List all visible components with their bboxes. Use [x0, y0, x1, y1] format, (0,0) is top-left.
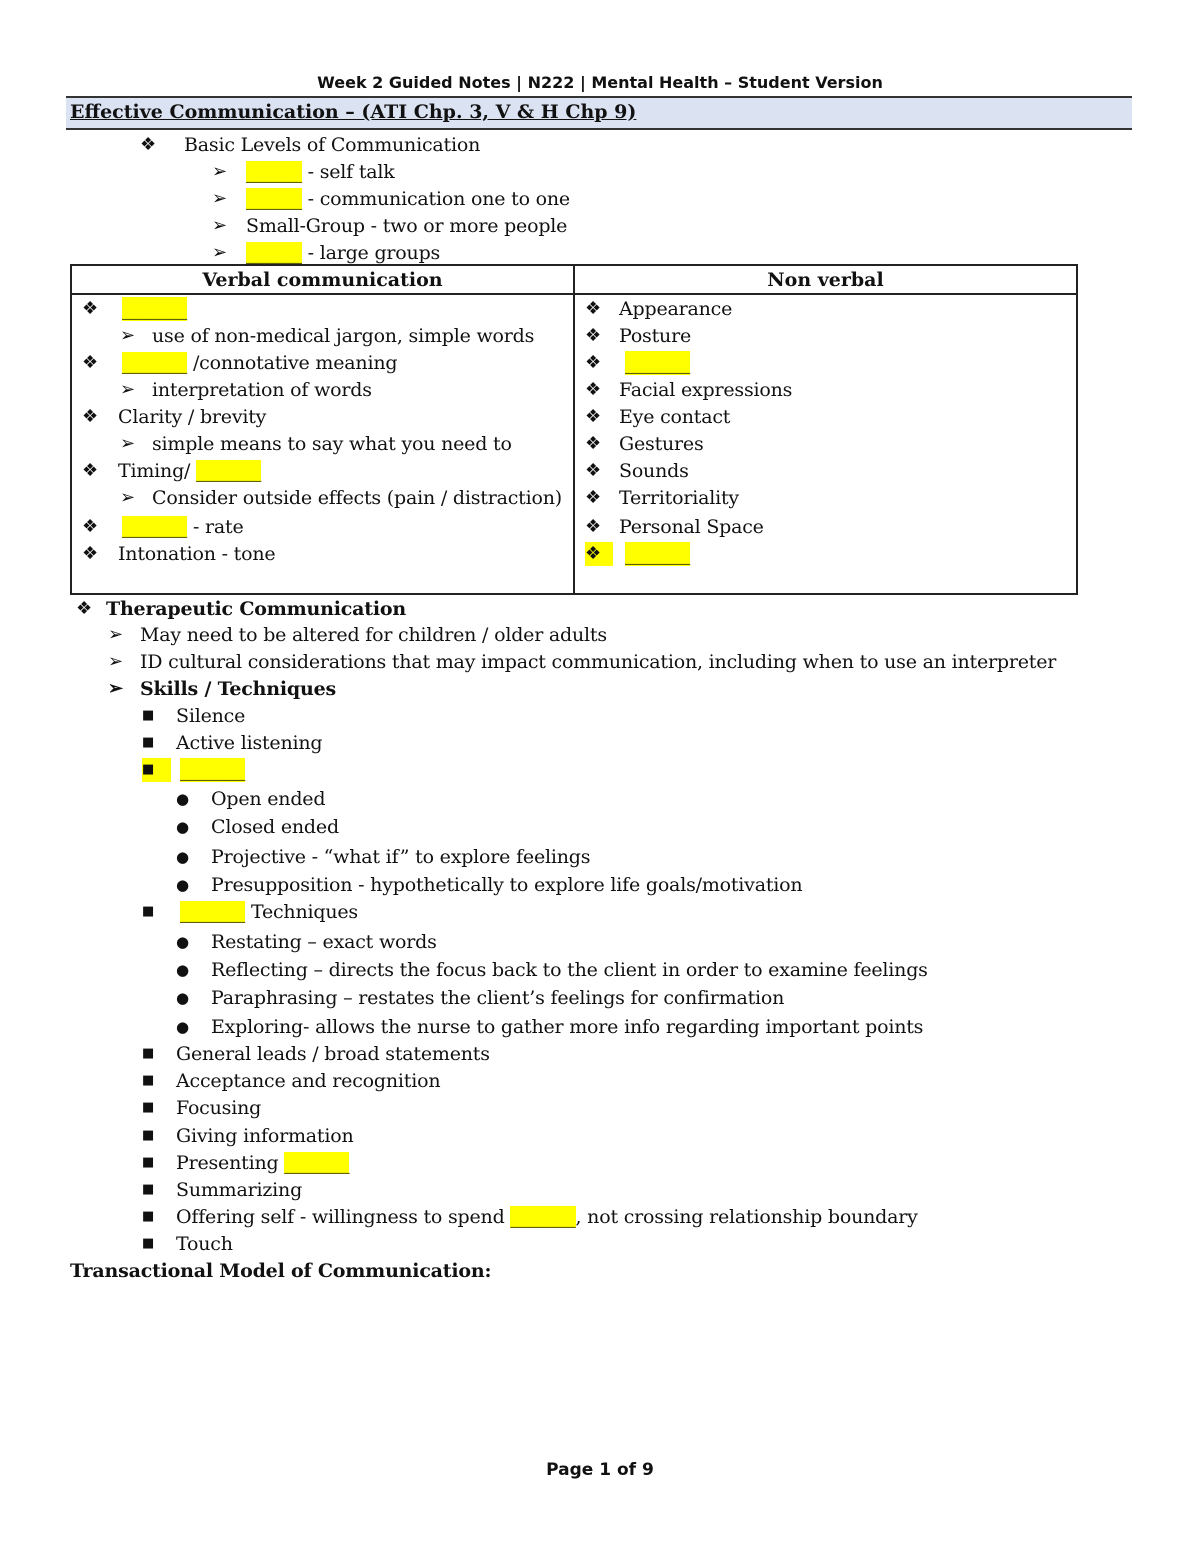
therapeutic-heading: Therapeutic Communication: [106, 598, 406, 620]
square-bullet-icon: ■: [142, 1209, 155, 1224]
arrow-bullet-icon: ➢: [120, 325, 136, 346]
diamond-bullet-icon: ❖: [82, 298, 99, 319]
skill-focusing: Focusing: [176, 1097, 262, 1119]
round-bullet-icon: ●: [176, 876, 190, 894]
verbal-item-clarity: Clarity / brevity: [118, 406, 267, 428]
square-bullet-icon: ■: [142, 1236, 155, 1251]
diamond-bullet-icon: ❖: [585, 325, 602, 346]
skill-techniques: _______ Techniques: [180, 901, 358, 923]
nonverbal-posture: Posture: [619, 325, 692, 347]
round-bullet-icon: ●: [176, 989, 190, 1007]
square-bullet-icon: ■: [142, 708, 155, 723]
arrow-bullet-icon: ➢: [120, 379, 136, 400]
level-item-public: ______ - large groups: [246, 242, 441, 264]
levels-heading: Basic Levels of Communication: [184, 134, 481, 156]
level-item-intrapersonal: ______ - self talk: [246, 161, 395, 183]
square-bullet-icon: ■: [142, 1073, 155, 1088]
question-presupposition: Presupposition - hypothetically to explore life goals/motivation: [211, 874, 803, 896]
diamond-bullet-icon: ❖: [82, 406, 99, 427]
square-bullet-icon: ■: [142, 1100, 155, 1115]
square-bullet-icon: ■: [142, 1046, 155, 1061]
nonverbal-facial: Facial expressions: [619, 379, 793, 401]
therapeutic-point-age: May need to be altered for children / older adults: [140, 624, 607, 646]
blank-field: _______: [510, 1206, 576, 1228]
skill-general-leads: General leads / broad statements: [176, 1043, 490, 1065]
square-bullet-icon: ■: [142, 1128, 155, 1143]
verbal-item-rate: _______ - rate: [122, 516, 244, 538]
technique-exploring: Exploring- allows the nurse to gather more info regarding important points: [211, 1016, 924, 1038]
round-bullet-icon: ●: [176, 790, 190, 808]
nonverbal-gestures: Gestures: [619, 433, 704, 455]
transactional-heading: Transactional Model of Communication:: [70, 1260, 492, 1282]
communication-table: [70, 264, 1078, 595]
blank-field: _______: [122, 352, 188, 374]
diamond-bullet-icon: ❖: [82, 352, 99, 373]
section-title: Effective Communication – (ATI Chp. 3, V & H Chp 9): [70, 101, 637, 123]
diamond-bullet-icon: ❖: [585, 406, 602, 427]
verbal-header: Verbal communication: [71, 265, 574, 294]
blank-field: _______: [122, 516, 188, 538]
blank-field: _______: [180, 759, 246, 781]
question-closed-ended: Closed ended: [211, 816, 339, 838]
therapeutic-point-cultural: ID cultural considerations that may impact communication, including when to use an interpreter: [140, 651, 1057, 673]
arrow-bullet-icon: ➢: [212, 188, 228, 209]
nonverbal-space: Personal Space: [619, 516, 764, 538]
verbal-sub-jargon: use of non-medical jargon, simple words: [152, 325, 535, 347]
square-bullet-icon: ■: [142, 735, 155, 750]
square-bullet-icon: ■: [142, 1182, 155, 1197]
diamond-bullet-icon: ❖: [585, 487, 602, 508]
skill-acceptance: Acceptance and recognition: [176, 1070, 441, 1092]
page-number: Page 1 of 9: [546, 1460, 654, 1480]
nonverbal-eye: Eye contact: [619, 406, 731, 428]
skill-presenting: Presenting _______: [176, 1152, 350, 1174]
technique-reflecting: Reflecting – directs the focus back to the client in order to examine feelings: [211, 959, 928, 981]
diamond-bullet-icon: ❖: [585, 298, 602, 319]
verbal-cell: [72, 295, 573, 593]
blank-field: _______: [180, 901, 246, 923]
skill-offering-self: Offering self - willingness to spend _______, not crossing relationship boundary: [176, 1206, 918, 1228]
square-bullet-icon: ■: [142, 758, 171, 782]
diamond-bullet-icon: ❖: [585, 433, 602, 454]
technique-restating: Restating – exact words: [211, 931, 437, 953]
skills-heading: Skills / Techniques: [140, 678, 336, 700]
diamond-bullet-icon: ❖: [585, 379, 602, 400]
nonverbal-territoriality: Territoriality: [619, 487, 739, 509]
skill-active-listening: Active listening: [176, 732, 323, 754]
blank-field: ______: [246, 161, 302, 183]
diamond-bullet-icon: ❖: [76, 598, 93, 619]
arrow-bullet-icon: ➢: [212, 215, 228, 236]
diamond-bullet-icon: ❖: [140, 134, 157, 155]
diamond-bullet-icon: ❖: [585, 352, 602, 373]
arrow-bullet-icon: ➢: [120, 433, 136, 454]
nonverbal-appearance: Appearance: [619, 298, 733, 320]
nonverbal-sounds: Sounds: [619, 460, 689, 482]
nonverbal-header: Non verbal: [574, 265, 1077, 294]
verbal-item-intonation: Intonation - tone: [118, 543, 276, 565]
round-bullet-icon: ●: [176, 1018, 190, 1036]
nonverbal-cell: [575, 295, 1076, 593]
round-bullet-icon: ●: [176, 818, 190, 836]
arrow-bullet-icon: ➢: [108, 624, 124, 645]
blank-field: _______: [122, 298, 188, 320]
diamond-bullet-icon: ❖: [585, 460, 602, 481]
technique-paraphrasing: Paraphrasing – restates the client’s feelings for confirmation: [211, 987, 785, 1009]
verbal-item-connotative: _______ /connotative meaning: [122, 352, 398, 374]
round-bullet-icon: ●: [176, 961, 190, 979]
question-open-ended: Open ended: [211, 788, 326, 810]
blank-field: ______: [246, 188, 302, 210]
diamond-bullet-icon: ❖: [82, 543, 99, 564]
blank-field: _______: [625, 543, 691, 565]
blank-field: ______: [246, 242, 302, 264]
skill-giving-information: Giving information: [176, 1125, 354, 1147]
level-item-small-group: Small-Group - two or more people: [246, 215, 568, 237]
diamond-bullet-icon: ❖: [585, 516, 602, 537]
square-bullet-icon: ■: [142, 1155, 155, 1170]
question-projective: Projective - “what if” to explore feelings: [211, 846, 591, 868]
arrow-bullet-icon: ➢: [120, 487, 136, 508]
arrow-bullet-icon: ➢: [108, 678, 124, 699]
level-item-interpersonal: ______ - communication one to one: [246, 188, 570, 210]
blank-field: _______: [625, 352, 691, 374]
skill-silence: Silence: [176, 705, 246, 727]
round-bullet-icon: ●: [176, 933, 190, 951]
blank-field: _______: [196, 460, 262, 482]
page-header: Week 2 Guided Notes | N222 | Mental Health – Student Version: [317, 73, 883, 92]
arrow-bullet-icon: ➢: [108, 651, 124, 672]
blank-field: _______: [284, 1152, 350, 1174]
skill-summarizing: Summarizing: [176, 1179, 303, 1201]
verbal-sub-outside-effects: Consider outside effects (pain / distraction): [152, 487, 562, 509]
arrow-bullet-icon: ➢: [212, 161, 228, 182]
verbal-sub-simple: simple means to say what you need to: [152, 433, 512, 455]
square-bullet-icon: ■: [142, 904, 155, 919]
arrow-bullet-icon: ➢: [212, 242, 228, 263]
skill-touch: Touch: [176, 1233, 233, 1255]
diamond-bullet-icon: ❖: [82, 460, 99, 481]
verbal-sub-interpretation: interpretation of words: [152, 379, 372, 401]
round-bullet-icon: ●: [176, 848, 190, 866]
verbal-item-timing: Timing/ _______: [118, 460, 262, 482]
diamond-bullet-icon: ❖: [82, 516, 99, 537]
diamond-bullet-icon: ❖: [585, 543, 613, 564]
